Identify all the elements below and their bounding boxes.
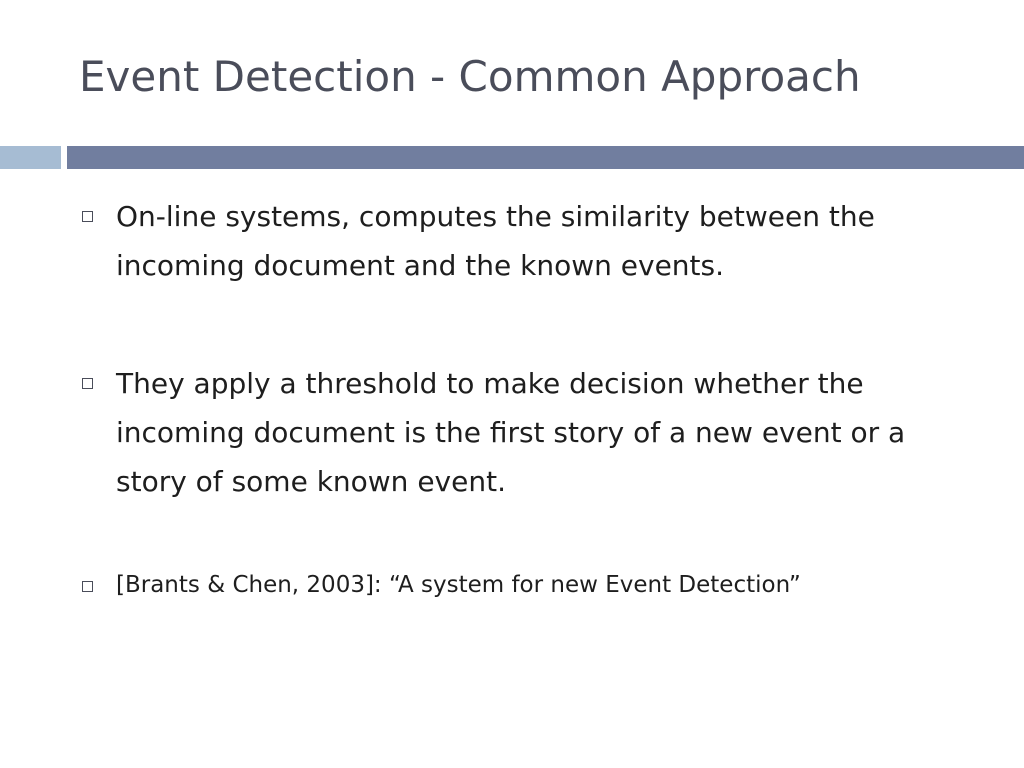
square-bullet-icon <box>82 211 93 222</box>
bullet-text: They apply a threshold to make decision whether the incoming document is the first story of a new event or a story of some known event. <box>116 367 906 498</box>
bullet-item <box>82 192 982 290</box>
square-bullet-icon <box>82 378 93 389</box>
accent-bar-right <box>67 146 1024 169</box>
bullet-text: On-line systems, computes the similarity between the incoming document and the known events. <box>116 200 875 282</box>
slide-title: Event Detection - Common Approach <box>79 52 861 101</box>
bullet-text: [Brants & Chen, 2003]: “A system for new Event Detection” <box>116 572 801 598</box>
bullet-item <box>82 359 982 506</box>
bullet-list <box>82 192 982 603</box>
square-bullet-icon <box>82 581 93 592</box>
accent-bar-left <box>0 146 61 169</box>
bullet-item <box>82 567 982 603</box>
